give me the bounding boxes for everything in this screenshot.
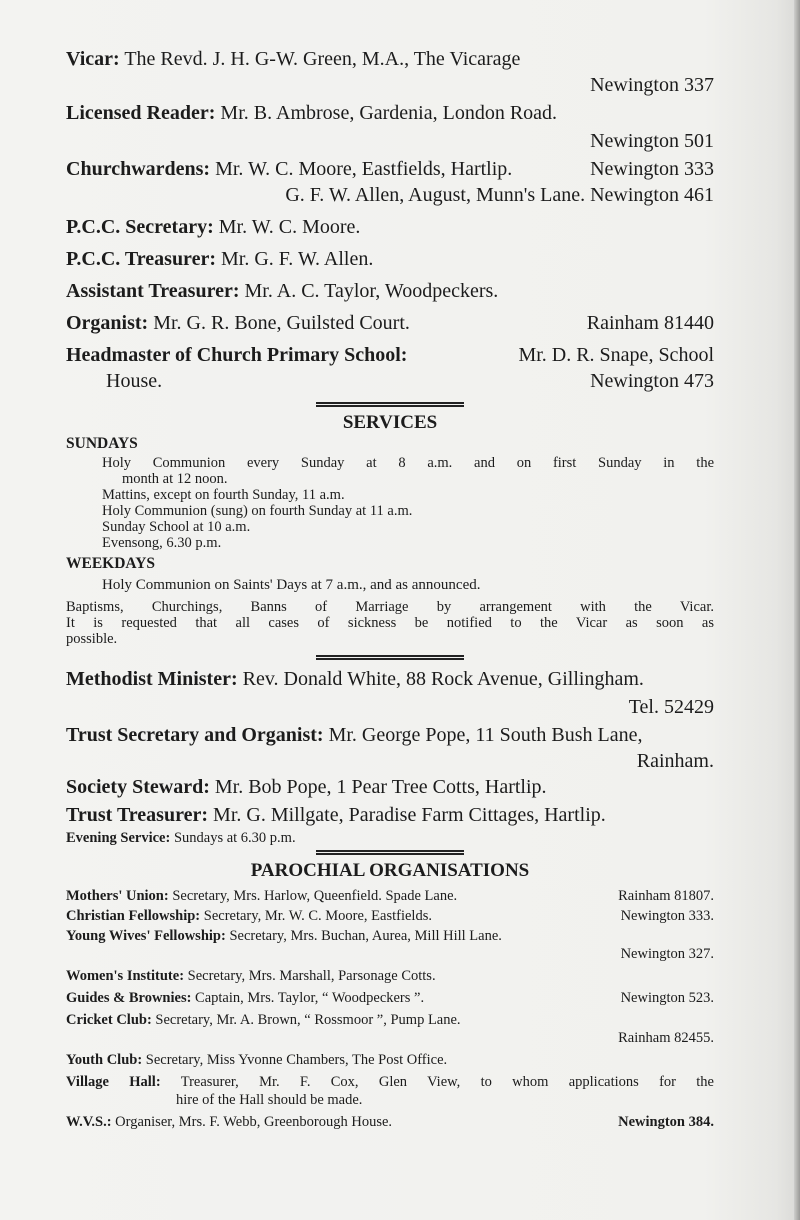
sunday-line: Sunday School at 10 a.m. xyxy=(102,519,251,535)
society-steward-label: Society Steward: xyxy=(66,776,210,798)
organisation-text: Treasurer, Mr. F. Cox, Glen View, to whom applications for the xyxy=(180,1074,714,1090)
note-line: It is requested that all cases of sickness be notified to the Vicar as soon as xyxy=(66,615,714,631)
trust-treasurer-label: Trust Treasurer: xyxy=(66,804,209,826)
vicar-phone: Newington 337 xyxy=(590,74,714,96)
organisation-text: Secretary, Mr. W. C. Moore, Eastfields. xyxy=(203,908,432,924)
organisation-text: Secretary, Miss Yvonne Chambers, The Post Office. xyxy=(145,1052,448,1068)
churchwarden-2-row xyxy=(66,182,714,208)
reader-phone: Newington 501 xyxy=(590,130,714,152)
organisation-item xyxy=(66,907,714,925)
organisation-text: Secretary, Mrs. Harlow, Queenfield. Spade Lane. xyxy=(172,888,458,904)
organisation-label: Village Hall: xyxy=(66,1074,161,1090)
headmaster-label: Headmaster of Church Primary School: xyxy=(66,344,408,366)
organisation-label: W.V.S.: xyxy=(66,1114,112,1130)
headmaster-cont-row xyxy=(66,368,714,394)
headmaster-text: Mr. D. R. Snape, School xyxy=(518,344,714,366)
evening-service-entry xyxy=(66,830,714,846)
headmaster-entry xyxy=(66,342,714,368)
organisation-item xyxy=(66,1113,714,1131)
organisation-text: Secretary, Mrs. Buchan, Aurea, Mill Hill Lane. xyxy=(229,928,502,944)
reader-text: Mr. B. Ambrose, Gardenia, London Road. xyxy=(220,102,558,124)
assistant-treasurer-text: Mr. A. C. Taylor, Woodpeckers. xyxy=(244,280,499,302)
trust-secretary-text: Mr. George Pope, 11 South Bush Lane, xyxy=(328,724,643,746)
churchwarden-1-phone: Newington 333 xyxy=(590,158,714,180)
organisation-label: Guides & Brownies: xyxy=(66,990,192,1006)
society-steward-entry xyxy=(66,774,714,800)
sunday-line: Mattins, except on fourth Sunday, 11 a.m. xyxy=(102,487,345,503)
methodist-minister-entry xyxy=(66,666,714,692)
sunday-line: Evensong, 6.30 p.m. xyxy=(102,535,222,551)
organisation-label: Young Wives' Fellowship: xyxy=(66,928,226,944)
organisation-text: Secretary, Mr. A. Brown, “ Rossmoor ”, Pump Lane. xyxy=(155,1012,461,1028)
trust-treasurer-entry xyxy=(66,802,714,828)
headmaster-phone: Newington 473 xyxy=(590,370,714,392)
organist-entry xyxy=(66,310,714,336)
note-line: possible. xyxy=(66,631,118,647)
pcc-treasurer-label: P.C.C. Treasurer: xyxy=(66,248,216,270)
organisations-heading: PAROCHIAL ORGANISATIONS xyxy=(250,860,530,881)
churchwardens-entry xyxy=(66,156,714,182)
sunday-line: Holy Communion (sung) on fourth Sunday at 11 a.m. xyxy=(102,503,413,519)
evening-service-label: Evening Service: xyxy=(66,830,171,846)
organisation-label: Christian Fellowship: xyxy=(66,908,201,924)
trust-secretary-label: Trust Secretary and Organist: xyxy=(66,724,324,746)
vicar-entry xyxy=(66,46,714,72)
note-line: Baptisms, Churchings, Banns of Marriage by arrangement with the Vicar. xyxy=(66,599,714,615)
churchwarden-2: G. F. W. Allen, August, Munn's Lane. xyxy=(285,184,586,206)
organisation-text: Captain, Mrs. Taylor, “ Woodpeckers ”. xyxy=(195,990,425,1006)
weekdays-heading: WEEKDAYS xyxy=(66,555,156,572)
services-notes xyxy=(66,599,714,647)
organisation-phone: Rainham 81807. xyxy=(618,888,714,904)
pcc-treasurer-text: Mr. G. F. W. Allen. xyxy=(221,248,374,270)
vicar-label: Vicar: xyxy=(66,48,120,70)
organisation-item xyxy=(66,1051,714,1069)
evening-service-text: Sundays at 6.30 p.m. xyxy=(173,830,296,846)
organist-text: Mr. G. R. Bone, Guilsted Court. xyxy=(153,312,410,334)
pcc-secretary-text: Mr. W. C. Moore. xyxy=(218,216,361,238)
vicar-text: The Revd. J. H. G-W. Green, M.A., The Vicarage xyxy=(124,48,521,70)
organist-phone: Rainham 81440 xyxy=(586,312,714,334)
pcc-secretary-entry xyxy=(66,214,714,240)
organisation-item xyxy=(66,887,714,905)
trust-secretary-entry xyxy=(66,722,714,748)
organisation-text: Secretary, Mrs. Marshall, Parsonage Cotts. xyxy=(187,968,436,984)
organist-label: Organist: xyxy=(66,312,149,334)
assistant-treasurer-label: Assistant Treasurer: xyxy=(66,280,240,302)
churchwarden-1: Mr. W. C. Moore, Eastfields, Hartlip. xyxy=(215,158,513,180)
organisation-phone: Newington 333. xyxy=(620,908,714,924)
organisation-item xyxy=(66,927,714,963)
reader-label: Licensed Reader: xyxy=(66,102,216,124)
organisation-phone: Newington 327. xyxy=(620,946,714,962)
sundays-list xyxy=(66,455,714,551)
organisation-text: Organiser, Mrs. F. Webb, Greenborough House. xyxy=(115,1114,393,1130)
organisation-text-cont: hire of the Hall should be made. xyxy=(176,1092,363,1108)
assistant-treasurer-entry xyxy=(66,278,714,304)
divider-rule xyxy=(316,850,464,855)
sundays-heading: SUNDAYS xyxy=(66,435,138,452)
organisation-item xyxy=(66,1073,714,1109)
organisation-item xyxy=(66,1011,714,1047)
society-steward-text: Mr. Bob Pope, 1 Pear Tree Cotts, Hartlip. xyxy=(214,776,547,798)
organisation-label: Women's Institute: xyxy=(66,968,185,984)
methodist-minister-text: Rev. Donald White, 88 Rock Avenue, Gillingham. xyxy=(242,668,644,690)
organisation-item xyxy=(66,989,714,1007)
pcc-secretary-label: P.C.C. Secretary: xyxy=(66,216,214,238)
organisation-phone: Newington 523. xyxy=(620,990,714,1006)
services-heading: SERVICES xyxy=(342,412,438,433)
divider-rule xyxy=(316,655,464,660)
methodist-minister-label: Methodist Minister: xyxy=(66,668,238,690)
organisation-phone: Newington 384. xyxy=(618,1114,714,1130)
sunday-line: Holy Communion every Sunday at 8 a.m. and on first Sunday in the xyxy=(102,455,714,471)
trust-secretary-cont: Rainham. xyxy=(636,750,714,772)
organisations-list xyxy=(66,887,714,1131)
churchwarden-2-phone: Newington 461 xyxy=(590,184,714,206)
headmaster-cont: House. xyxy=(106,370,163,392)
churchwardens-label: Churchwardens: xyxy=(66,158,211,180)
page-edge-shadow xyxy=(794,0,800,1220)
organisation-label: Mothers' Union: xyxy=(66,888,169,904)
sunday-line: month at 12 noon. xyxy=(122,471,228,487)
divider-rule xyxy=(316,402,464,407)
pcc-treasurer-entry xyxy=(66,246,714,272)
organisation-label: Youth Club: xyxy=(66,1052,143,1068)
weekdays-line: Holy Communion on Saints' Days at 7 a.m., and as announced. xyxy=(102,577,481,593)
organisation-phone: Rainham 82455. xyxy=(618,1030,714,1046)
organisation-item xyxy=(66,967,714,985)
reader-entry xyxy=(66,100,714,126)
organisation-label: Cricket Club: xyxy=(66,1012,152,1028)
methodist-minister-phone: Tel. 52429 xyxy=(628,696,714,718)
trust-treasurer-text: Mr. G. Millgate, Paradise Farm Cittages, Hartlip. xyxy=(213,804,606,826)
